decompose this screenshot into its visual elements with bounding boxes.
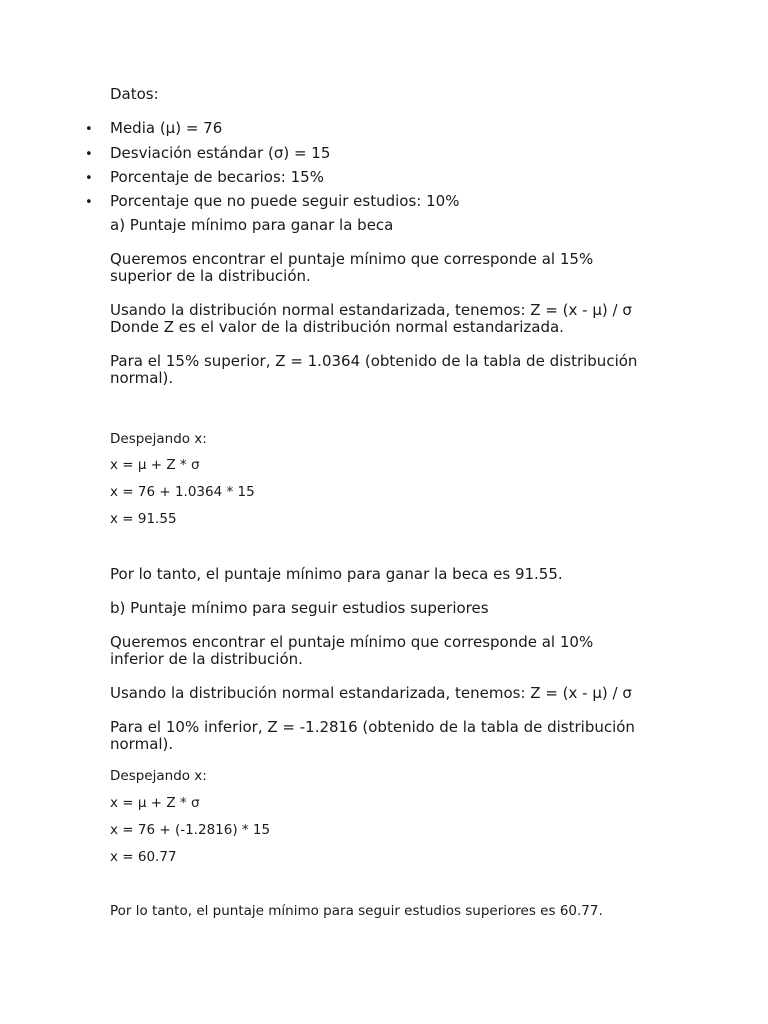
part-a-conclusion: Por lo tanto, el puntaje mínimo para ganar la beca es 91.55. — [110, 565, 563, 583]
part-a-despejando: Despejando x: — [110, 431, 207, 447]
bullet-icon: • — [85, 122, 93, 137]
bullet-icon: • — [85, 195, 93, 210]
part-b-equation-3: x = 60.77 — [110, 849, 177, 865]
part-a-paragraph-2-line-2: Donde Z es el valor de la distribución normal estandarizada. — [110, 318, 564, 336]
bullet-icon: • — [85, 171, 93, 186]
datos-item-media: Media (μ) = 76 — [110, 119, 223, 137]
part-a-paragraph-3-line-1: Para el 15% superior, Z = 1.0364 (obtenido de la tabla de distribución — [110, 352, 638, 370]
datos-item-desviacion: Desviación estándar (σ) = 15 — [110, 144, 331, 162]
part-b-heading: b) Puntaje mínimo para seguir estudios superiores — [110, 599, 489, 617]
part-b-despejando: Despejando x: — [110, 768, 207, 784]
part-b-equation-2: x = 76 + (-1.2816) * 15 — [110, 822, 271, 838]
part-b-paragraph-2-line-1: Usando la distribución normal estandarizada, tenemos: Z = (x - μ) / σ — [110, 684, 632, 702]
bullet-icon: • — [85, 147, 93, 162]
part-a-heading: a) Puntaje mínimo para ganar la beca — [110, 216, 394, 234]
part-b-equation-1: x = μ + Z * σ — [110, 795, 200, 811]
datos-heading: Datos: — [110, 85, 159, 103]
part-a-equation-1: x = μ + Z * σ — [110, 457, 200, 473]
part-b-paragraph-3-line-2: normal). — [110, 735, 174, 753]
part-a-paragraph-3-line-2: normal). — [110, 369, 174, 387]
part-a-paragraph-1-line-1: Queremos encontrar el puntaje mínimo que corresponde al 15% — [110, 250, 594, 268]
part-a-equation-3: x = 91.55 — [110, 511, 177, 527]
part-b-paragraph-1-line-2: inferior de la distribución. — [110, 650, 303, 668]
part-a-equation-2: x = 76 + 1.0364 * 15 — [110, 484, 255, 500]
datos-item-becarios: Porcentaje de becarios: 15% — [110, 168, 324, 186]
part-a-paragraph-2-line-1: Usando la distribución normal estandarizada, tenemos: Z = (x - μ) / σ — [110, 301, 632, 319]
part-b-paragraph-1-line-1: Queremos encontrar el puntaje mínimo que corresponde al 10% — [110, 633, 594, 651]
part-b-paragraph-3-line-1: Para el 10% inferior, Z = -1.2816 (obtenido de la tabla de distribución — [110, 718, 635, 736]
part-b-conclusion: Por lo tanto, el puntaje mínimo para seguir estudios superiores es 60.77. — [110, 903, 603, 919]
datos-item-no-estudios: Porcentaje que no puede seguir estudios: 10% — [110, 192, 460, 210]
part-a-paragraph-1-line-2: superior de la distribución. — [110, 267, 311, 285]
